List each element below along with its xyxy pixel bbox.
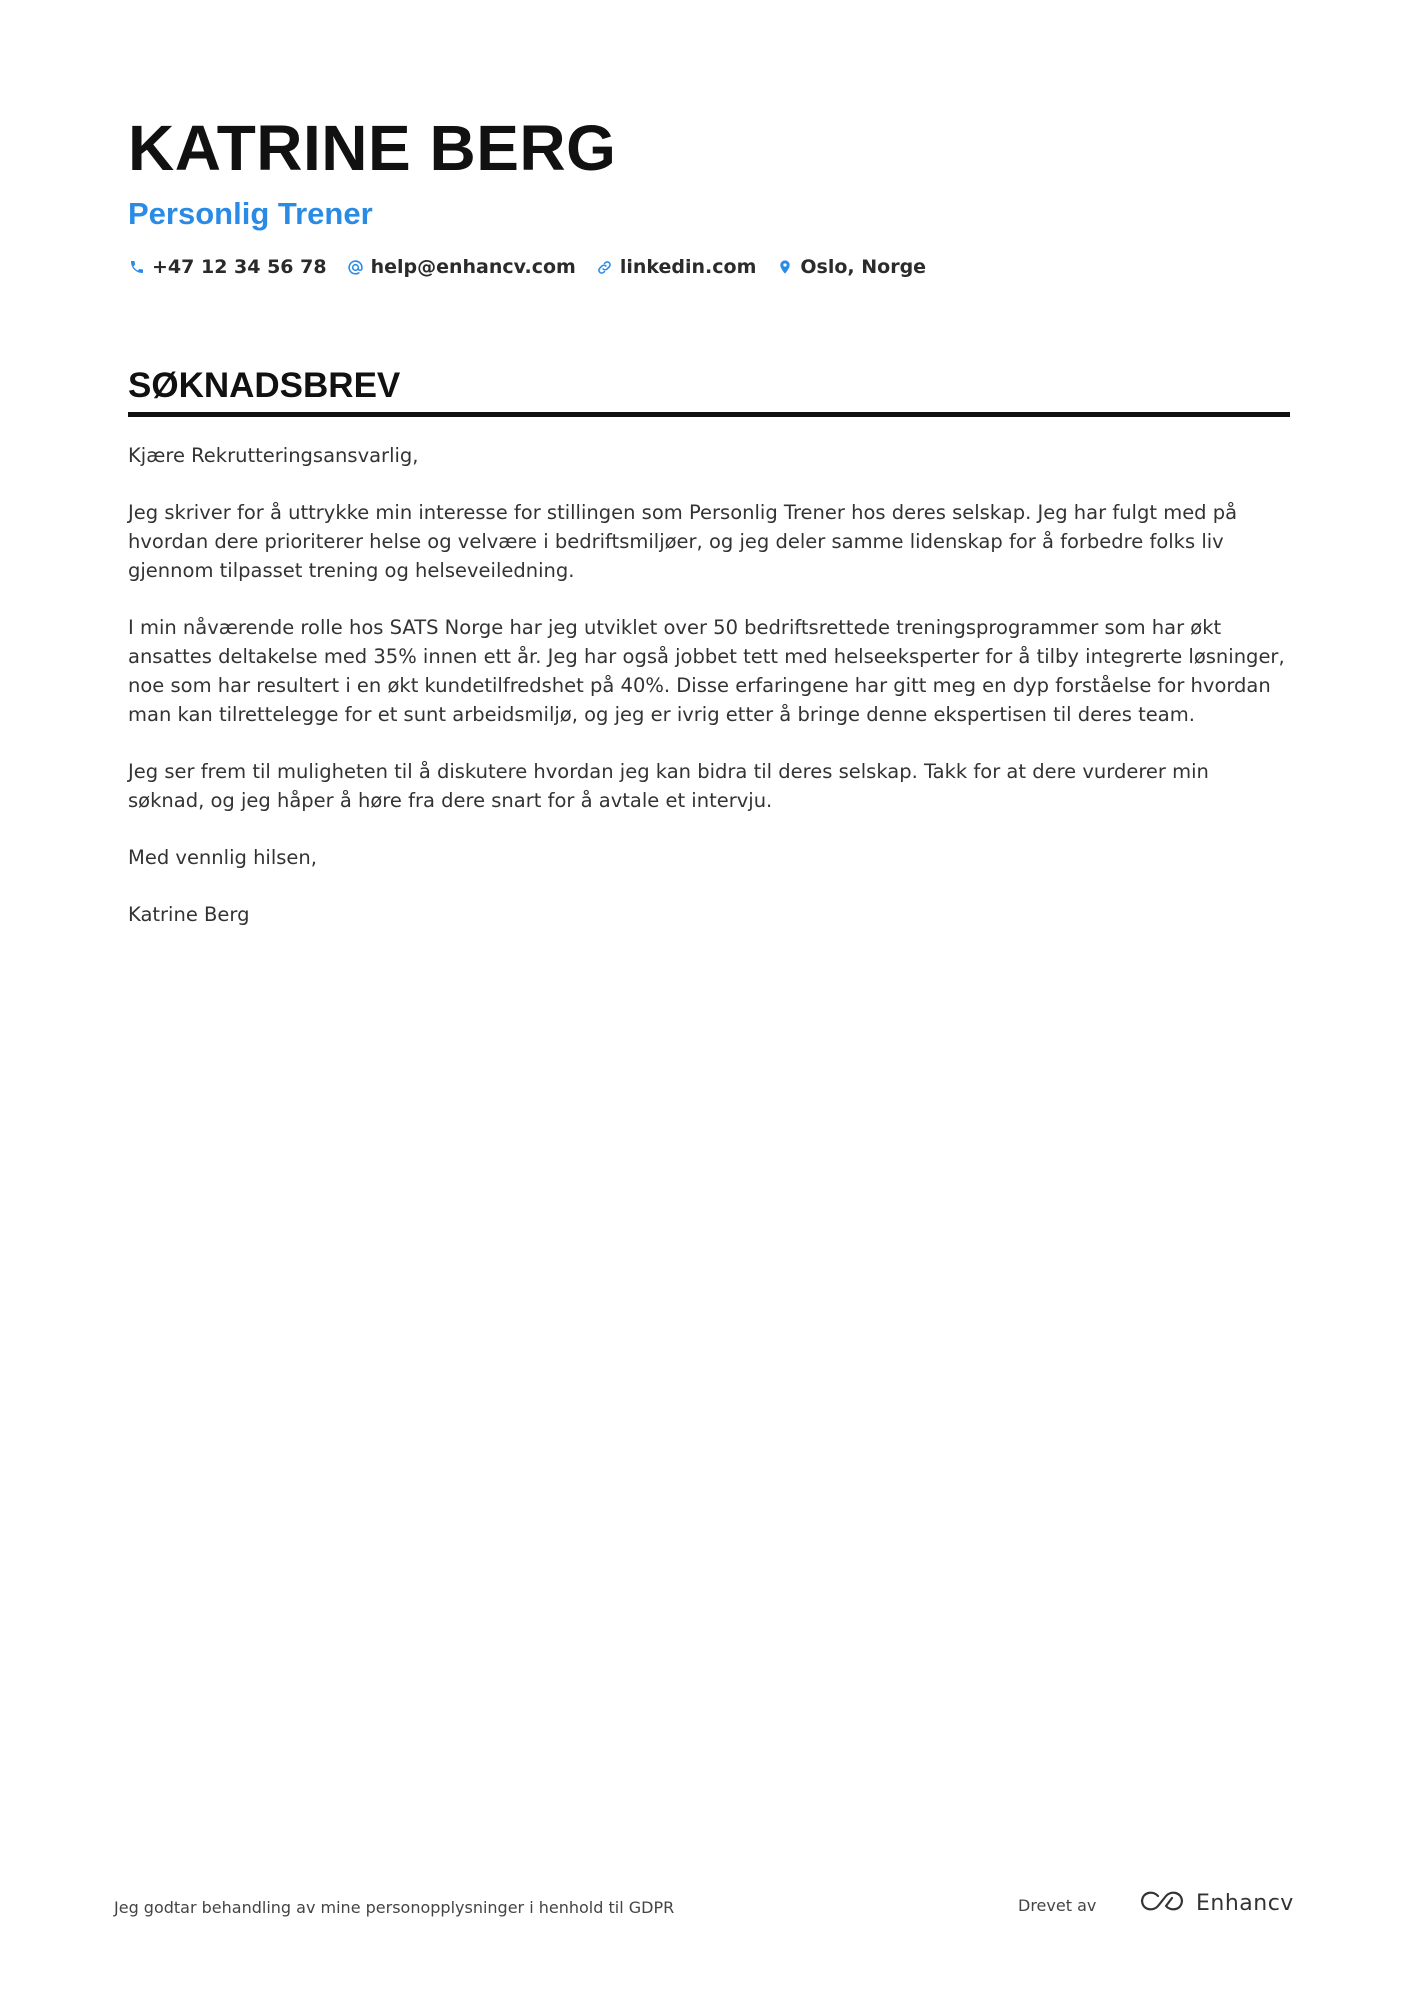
link-icon — [596, 258, 614, 276]
letter-paragraph: Jeg ser frem til muligheten til å diskutere hvordan jeg kan bidra til deres selskap. Takk for at dere vurderer min søknad, og jeg håper å høre fra dere snart for å avtale et intervju. — [128, 760, 1209, 812]
letter-paragraph: I min nåværende rolle hos SATS Norge har jeg utviklet over 50 bedriftsrettede treningsprogrammer som har økt ansattes deltakelse med 35% innen ett år. Jeg har også jobbet tett med helseeksperter for å tilby integrerte løsninger, noe som har resultert i en økt kundetilfredshet på 40%. Disse erfaringene har gitt meg en dyp forståelse for hvordan man kan tilrettelegge for et sunt arbeidsmiljø, og jeg er ivrig etter å bringe denne ekspertisen til deres team. — [128, 616, 1285, 726]
section-title: SØKNADSBREV — [128, 366, 401, 405]
contact-linkedin[interactable] — [596, 256, 757, 278]
section-divider — [128, 412, 1290, 417]
salutation: Kjære Rekrutteringsansvarlig, — [128, 444, 419, 467]
at-icon — [347, 258, 365, 276]
header — [128, 108, 1288, 278]
powered-by-label: Drevet av — [1018, 1896, 1097, 1915]
phone-text: +47 12 34 56 78 — [152, 256, 327, 278]
footer — [114, 1888, 1294, 1928]
closing: Med vennlig hilsen, — [128, 846, 317, 869]
contact-email[interactable] — [347, 256, 576, 278]
location-text: Oslo, Norge — [800, 256, 927, 278]
linkedin-text[interactable]: linkedin.com — [619, 256, 757, 278]
contact-location — [776, 256, 926, 278]
location-pin-icon — [776, 258, 794, 276]
brand-link[interactable] — [1138, 1888, 1294, 1918]
gdpr-consent: Jeg godtar behandling av mine personopplysninger i henhold til GDPR — [114, 1898, 675, 1917]
enhancv-logo-icon — [1138, 1888, 1186, 1918]
letter-body — [128, 441, 1290, 957]
phone-icon — [128, 258, 146, 276]
job-title: Personlig Trener — [128, 196, 373, 231]
contact-phone — [128, 256, 327, 278]
candidate-name: KATRINE BERG — [128, 112, 617, 184]
email-text[interactable]: help@enhancv.com — [370, 256, 576, 278]
signature: Katrine Berg — [128, 903, 250, 926]
brand-name[interactable]: Enhancv — [1196, 1890, 1294, 1916]
section-header — [128, 364, 1290, 417]
letter-paragraph: Jeg skriver for å uttrykke min interesse for stillingen som Personlig Trener hos deres selskap. Jeg har fulgt med på hvordan dere prioriterer helse og velvære i bedriftsmiljøer, og jeg deler samme lidenskap for å forbedre folks liv gjennom tilpasset trening og helseveiledning. — [128, 501, 1238, 582]
contact-list — [128, 256, 1288, 278]
